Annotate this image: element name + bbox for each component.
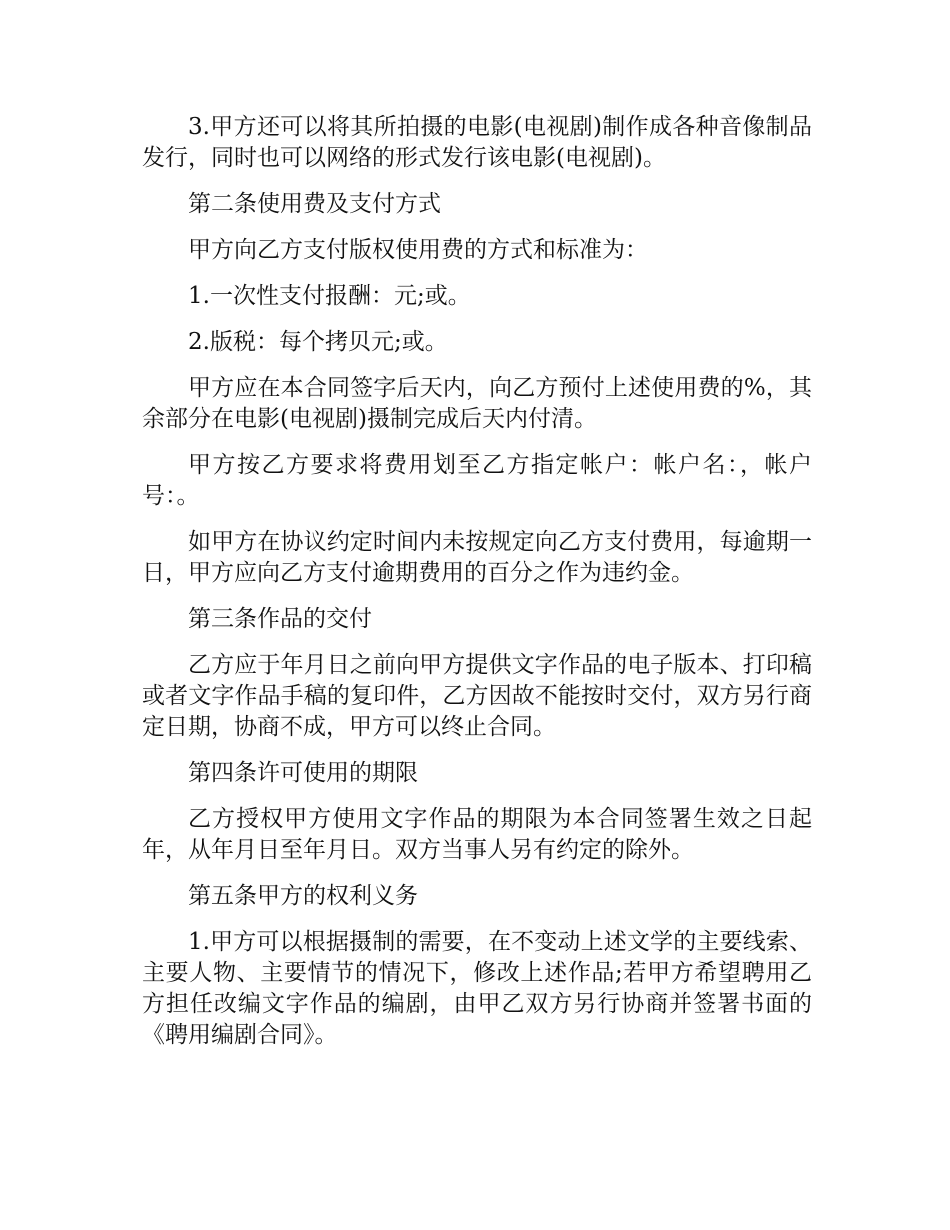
paragraph-royalty: 2.版税：每个拷贝元;或。 [188,329,448,355]
paragraph-late-penalty: 如甲方在协议约定时间内未按规定向乙方支付费用，每逾期一日，甲方应向乙方支付逾期费用的百分之作为违约金。 [142,529,812,586]
heading-article-4-term: 第四条许可使用的期限 [188,760,418,786]
heading-article-3-delivery: 第三条作品的交付 [188,606,372,632]
heading-article-5-rights: 第五条甲方的权利义务 [188,883,418,909]
paragraph-bank-account: 甲方按乙方要求将费用划至乙方指定帐户：帐户名：，帐户号：。 [142,452,812,509]
paragraph-delivery-terms: 乙方应于年月日之前向甲方提供文字作品的电子版本、打印稿或者文字作品手稿的复印件，乙方因故不能按时交付，双方另行商定日期，协商不成，甲方可以终止合同。 [142,652,812,740]
paragraph-advance-payment: 甲方应在本合同签字后天内，向乙方预付上述使用费的%，其余部分在电影(电视剧)摄制完成后天内付清。 [142,375,812,432]
paragraph-fee-method: 甲方向乙方支付版权使用费的方式和标准为： [188,237,648,263]
paragraph-license-term: 乙方授权甲方使用文字作品的期限为本合同签署生效之日起年，从年月日至年月日。双方当事人另有约定的除外。 [142,806,812,863]
paragraph-adaptation-rights: 1.甲方可以根据摄制的需要，在不变动上述文学的主要线索、主要人物、主要情节的情况下，修改上述作品;若甲方希望聘用乙方担任改编文字作品的编剧，由甲乙双方另行协商并签署书面的《聘用编剧合同》。 [142,929,812,1048]
paragraph-lump-sum: 1.一次性支付报酬：元;或。 [188,283,471,309]
paragraph-clause-3-distribution: 3.甲方还可以将其所拍摄的电影(电视剧)制作成各种音像制品发行，同时也可以网络的形式发行该电影(电视剧)。 [142,114,812,171]
document-body [142,112,812,1066]
heading-article-2-fees: 第二条使用费及支付方式 [188,191,441,217]
